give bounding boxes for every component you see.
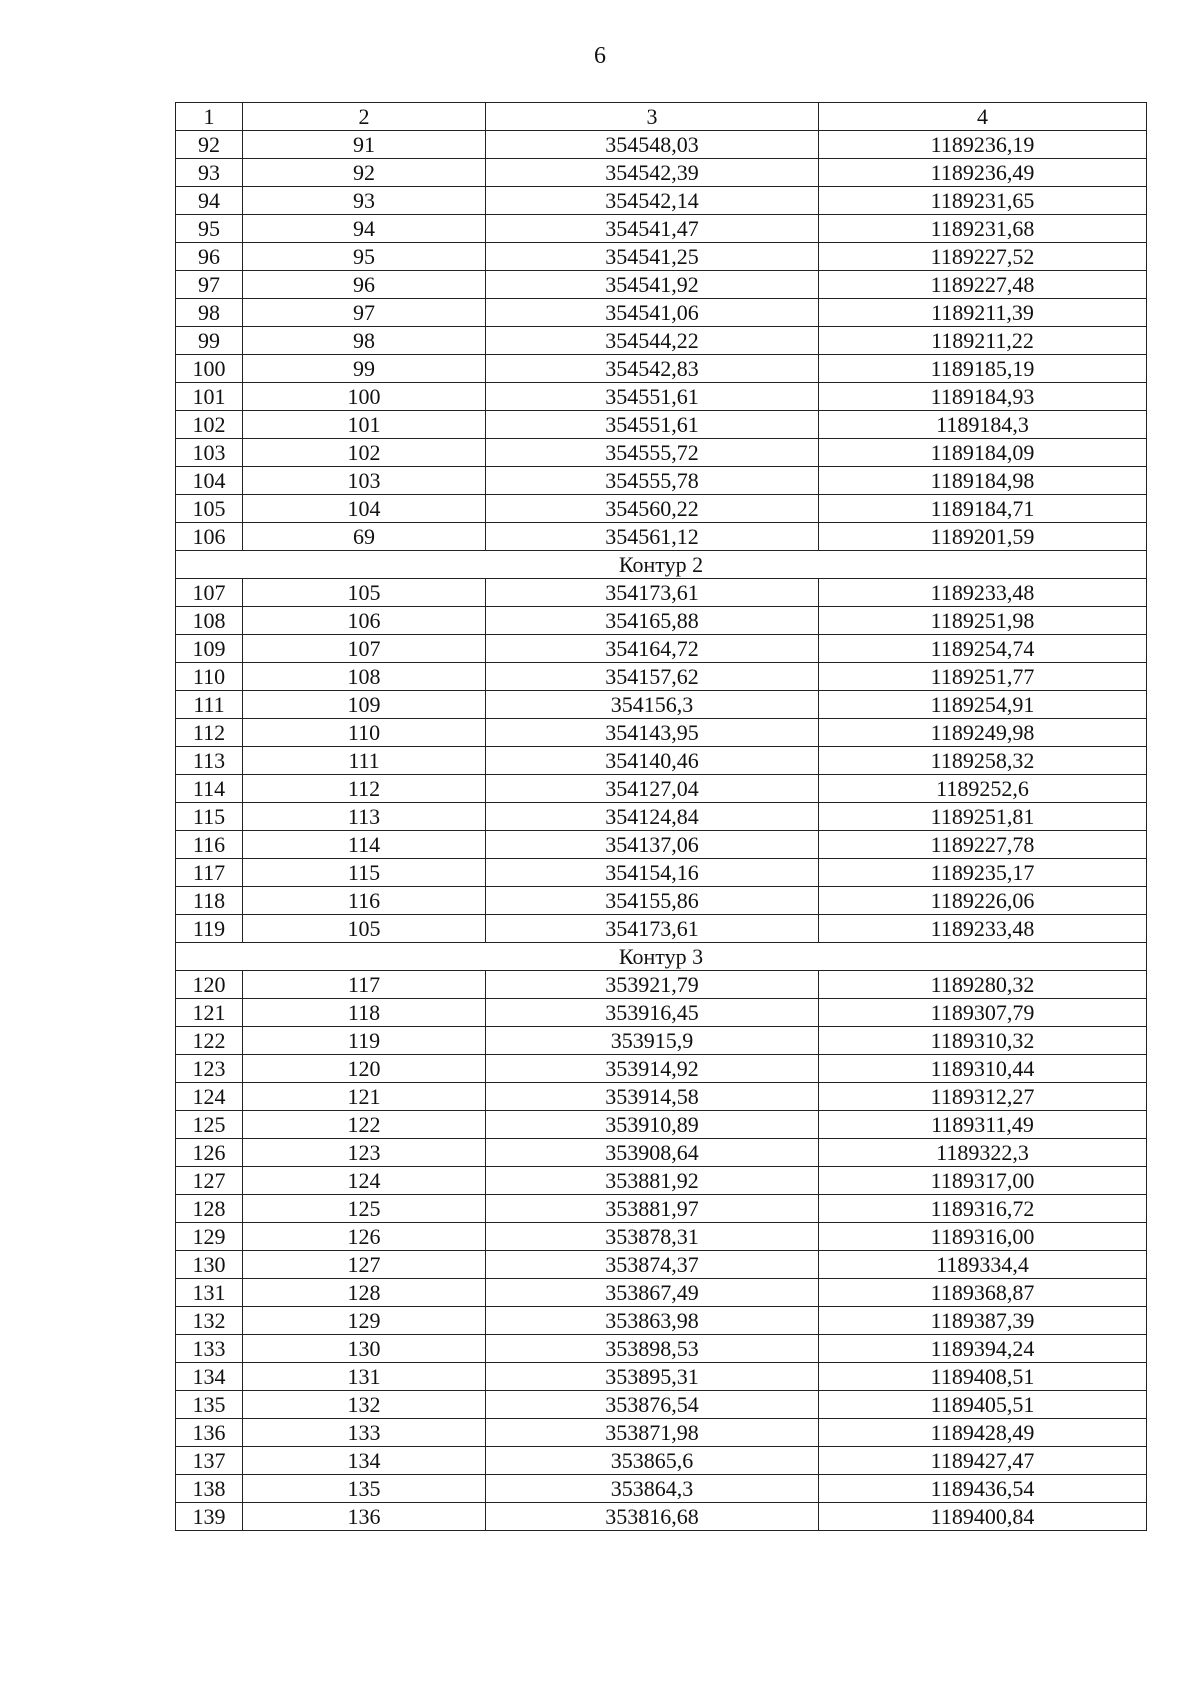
table-row: [176, 411, 1147, 439]
table-cell-col-3: 353898,53: [486, 1335, 819, 1363]
table-cell-col-4: 1189311,49: [819, 1111, 1147, 1139]
table-cell-col-3: 353878,31: [486, 1223, 819, 1251]
table-cell-col-2: 113: [243, 803, 486, 831]
table-cell-col-4: 1189233,48: [819, 579, 1147, 607]
table-row: [176, 803, 1147, 831]
table-row: [176, 1475, 1147, 1503]
table-cell-col-4: 1189280,32: [819, 971, 1147, 999]
table-cell-col-1: 133: [176, 1335, 243, 1363]
table-cell-col-1: 98: [176, 299, 243, 327]
column-header-2: 2: [243, 103, 486, 131]
table-cell-col-3: 354560,22: [486, 495, 819, 523]
table-row: [176, 607, 1147, 635]
table-cell-col-3: 354541,25: [486, 243, 819, 271]
table-cell-col-1: 132: [176, 1307, 243, 1335]
table-row: [176, 635, 1147, 663]
table-cell-col-4: 1189408,51: [819, 1363, 1147, 1391]
table-row: [176, 1307, 1147, 1335]
table-row: [176, 439, 1147, 467]
table-cell-col-2: 121: [243, 1083, 486, 1111]
table-cell-col-2: 104: [243, 495, 486, 523]
table-row: [176, 383, 1147, 411]
table-cell-col-2: 107: [243, 635, 486, 663]
table-cell-col-3: 354544,22: [486, 327, 819, 355]
table-cell-col-4: 1189251,77: [819, 663, 1147, 691]
table-cell-col-1: 131: [176, 1279, 243, 1307]
table-row: [176, 1419, 1147, 1447]
table-cell-col-2: 135: [243, 1475, 486, 1503]
column-header-4: 4: [819, 103, 1147, 131]
table-cell-col-3: 354164,72: [486, 635, 819, 663]
table-cell-col-4: 1189310,32: [819, 1027, 1147, 1055]
table-cell-col-2: 125: [243, 1195, 486, 1223]
table-cell-col-2: 122: [243, 1111, 486, 1139]
table-cell-col-4: 1189226,06: [819, 887, 1147, 915]
table-cell-col-3: 354561,12: [486, 523, 819, 551]
table-cell-col-3: 353816,68: [486, 1503, 819, 1531]
table-row: [176, 887, 1147, 915]
table-cell-col-3: 353916,45: [486, 999, 819, 1027]
table-cell-col-3: 354542,14: [486, 187, 819, 215]
table-cell-col-3: 354127,04: [486, 775, 819, 803]
table-cell-col-4: 1189368,87: [819, 1279, 1147, 1307]
table-cell-col-2: 131: [243, 1363, 486, 1391]
table-cell-col-1: 105: [176, 495, 243, 523]
table-row: [176, 1139, 1147, 1167]
table-cell-col-2: 91: [243, 131, 486, 159]
table-cell-col-3: 354555,78: [486, 467, 819, 495]
table-cell-col-4: 1189235,17: [819, 859, 1147, 887]
table-cell-col-1: 95: [176, 215, 243, 243]
table-cell-col-1: 127: [176, 1167, 243, 1195]
table-cell-col-4: 1189427,47: [819, 1447, 1147, 1475]
table-cell-col-1: 107: [176, 579, 243, 607]
table-cell-col-3: 354551,61: [486, 411, 819, 439]
table-cell-col-1: 129: [176, 1223, 243, 1251]
table-cell-col-4: 1189233,48: [819, 915, 1147, 943]
table-cell-col-4: 1189428,49: [819, 1419, 1147, 1447]
table-cell-col-2: 100: [243, 383, 486, 411]
table-cell-col-4: 1189405,51: [819, 1391, 1147, 1419]
table-cell-col-4: 1189227,52: [819, 243, 1147, 271]
table-cell-col-1: 118: [176, 887, 243, 915]
table-row: [176, 1027, 1147, 1055]
table-cell-col-2: 134: [243, 1447, 486, 1475]
table-cell-col-3: 354542,83: [486, 355, 819, 383]
table-cell-col-3: 354173,61: [486, 579, 819, 607]
table-cell-col-4: 1189231,68: [819, 215, 1147, 243]
table-cell-col-3: 353915,9: [486, 1027, 819, 1055]
table-cell-col-1: 122: [176, 1027, 243, 1055]
table-cell-col-3: 353864,3: [486, 1475, 819, 1503]
table-cell-col-3: 353921,79: [486, 971, 819, 999]
table-body: [176, 131, 1147, 1531]
table-cell-col-1: 128: [176, 1195, 243, 1223]
table-cell-col-3: 353867,49: [486, 1279, 819, 1307]
table-cell-col-4: 1189322,3: [819, 1139, 1147, 1167]
table-row: [176, 719, 1147, 747]
table-cell-col-1: 126: [176, 1139, 243, 1167]
table-row: [176, 495, 1147, 523]
table-cell-col-4: 1189184,93: [819, 383, 1147, 411]
table-cell-col-3: 353871,98: [486, 1419, 819, 1447]
table-cell-col-4: 1189201,59: [819, 523, 1147, 551]
table-cell-col-1: 123: [176, 1055, 243, 1083]
table-cell-col-2: 132: [243, 1391, 486, 1419]
table-row: [176, 999, 1147, 1027]
table-cell-col-2: 126: [243, 1223, 486, 1251]
table-row: [176, 1503, 1147, 1531]
table-cell-col-4: 1189251,98: [819, 607, 1147, 635]
table-cell-col-4: 1189316,72: [819, 1195, 1147, 1223]
table-cell-col-4: 1189211,22: [819, 327, 1147, 355]
table-row: [176, 859, 1147, 887]
table-cell-col-1: 136: [176, 1419, 243, 1447]
table-cell-col-4: 1189387,39: [819, 1307, 1147, 1335]
table-cell-col-2: 116: [243, 887, 486, 915]
table-cell-col-1: 138: [176, 1475, 243, 1503]
table-row: [176, 327, 1147, 355]
table-cell-col-3: 354137,06: [486, 831, 819, 859]
table-cell-col-2: 98: [243, 327, 486, 355]
table-cell-col-1: 125: [176, 1111, 243, 1139]
table-cell-col-4: 1189310,44: [819, 1055, 1147, 1083]
table-row: [176, 1055, 1147, 1083]
table-cell-col-1: 111: [176, 691, 243, 719]
table-cell-col-2: 96: [243, 271, 486, 299]
table-cell-col-2: 112: [243, 775, 486, 803]
table-cell-col-3: 353865,6: [486, 1447, 819, 1475]
table-cell-col-4: 1189394,24: [819, 1335, 1147, 1363]
table-row: [176, 915, 1147, 943]
table-cell-col-1: 120: [176, 971, 243, 999]
table-row: [176, 1251, 1147, 1279]
table-cell-col-4: 1189316,00: [819, 1223, 1147, 1251]
table-row: [176, 1223, 1147, 1251]
table-row: [176, 1363, 1147, 1391]
table-row: [176, 215, 1147, 243]
table-cell-col-2: 133: [243, 1419, 486, 1447]
table-cell-col-3: 353910,89: [486, 1111, 819, 1139]
table-row: [176, 971, 1147, 999]
table-row: [176, 271, 1147, 299]
table-cell-col-3: 354541,06: [486, 299, 819, 327]
table-cell-col-1: 112: [176, 719, 243, 747]
table-cell-col-2: 97: [243, 299, 486, 327]
table-cell-col-3: 354155,86: [486, 887, 819, 915]
table-cell-col-4: 1189312,27: [819, 1083, 1147, 1111]
table-row: [176, 1167, 1147, 1195]
table-cell-col-1: 114: [176, 775, 243, 803]
table-row: [176, 467, 1147, 495]
table-cell-col-2: 108: [243, 663, 486, 691]
table-cell-col-2: 129: [243, 1307, 486, 1335]
table-cell-col-2: 114: [243, 831, 486, 859]
table-cell-col-1: 139: [176, 1503, 243, 1531]
section-title: Контур 3: [176, 943, 1147, 971]
table-cell-col-3: 354173,61: [486, 915, 819, 943]
table-row: [176, 691, 1147, 719]
table-cell-col-4: 1189231,65: [819, 187, 1147, 215]
table-cell-col-1: 103: [176, 439, 243, 467]
table-cell-col-2: 127: [243, 1251, 486, 1279]
table-cell-col-2: 103: [243, 467, 486, 495]
table-cell-col-1: 110: [176, 663, 243, 691]
section-row: [176, 943, 1147, 971]
table-cell-col-1: 113: [176, 747, 243, 775]
table-cell-col-3: 354140,46: [486, 747, 819, 775]
table-cell-col-4: 1189227,48: [819, 271, 1147, 299]
table-cell-col-2: 95: [243, 243, 486, 271]
table-row: [176, 1447, 1147, 1475]
table-cell-col-4: 1189400,84: [819, 1503, 1147, 1531]
table-cell-col-2: 92: [243, 159, 486, 187]
table-row: [176, 299, 1147, 327]
table-cell-col-3: 354124,84: [486, 803, 819, 831]
table-cell-col-2: 69: [243, 523, 486, 551]
table-cell-col-4: 1189254,91: [819, 691, 1147, 719]
table-cell-col-2: 99: [243, 355, 486, 383]
table-cell-col-4: 1189307,79: [819, 999, 1147, 1027]
table-cell-col-3: 353895,31: [486, 1363, 819, 1391]
table-cell-col-3: 354143,95: [486, 719, 819, 747]
table-cell-col-2: 109: [243, 691, 486, 719]
table-cell-col-4: 1189252,6: [819, 775, 1147, 803]
table-cell-col-2: 118: [243, 999, 486, 1027]
table-cell-col-3: 354551,61: [486, 383, 819, 411]
table-cell-col-4: 1189236,19: [819, 131, 1147, 159]
table-cell-col-2: 124: [243, 1167, 486, 1195]
table-cell-col-3: 353914,92: [486, 1055, 819, 1083]
table-cell-col-2: 115: [243, 859, 486, 887]
table-cell-col-1: 134: [176, 1363, 243, 1391]
table-cell-col-1: 108: [176, 607, 243, 635]
table-row: [176, 131, 1147, 159]
table-cell-col-2: 117: [243, 971, 486, 999]
table-cell-col-3: 353908,64: [486, 1139, 819, 1167]
table-row: [176, 187, 1147, 215]
table-cell-col-4: 1189184,98: [819, 467, 1147, 495]
table-cell-col-1: 101: [176, 383, 243, 411]
table-row: [176, 243, 1147, 271]
table-cell-col-2: 105: [243, 579, 486, 607]
table-cell-col-3: 353881,97: [486, 1195, 819, 1223]
table-cell-col-4: 1189249,98: [819, 719, 1147, 747]
table-row: [176, 747, 1147, 775]
table-header: [176, 103, 1147, 131]
table-cell-col-4: 1189184,3: [819, 411, 1147, 439]
table-cell-col-1: 124: [176, 1083, 243, 1111]
table-cell-col-2: 106: [243, 607, 486, 635]
table-cell-col-3: 353914,58: [486, 1083, 819, 1111]
table-cell-col-3: 354165,88: [486, 607, 819, 635]
table-cell-col-1: 104: [176, 467, 243, 495]
table-cell-col-1: 119: [176, 915, 243, 943]
table-cell-col-1: 115: [176, 803, 243, 831]
table-cell-col-3: 354157,62: [486, 663, 819, 691]
table-cell-col-1: 94: [176, 187, 243, 215]
table-cell-col-3: 353881,92: [486, 1167, 819, 1195]
table-cell-col-1: 116: [176, 831, 243, 859]
table-cell-col-2: 110: [243, 719, 486, 747]
table-cell-col-2: 136: [243, 1503, 486, 1531]
table-cell-col-3: 353863,98: [486, 1307, 819, 1335]
table-row: [176, 355, 1147, 383]
table-cell-col-3: 354555,72: [486, 439, 819, 467]
coordinates-table: [175, 102, 1147, 1531]
table-cell-col-3: 353874,37: [486, 1251, 819, 1279]
table-cell-col-3: 354156,3: [486, 691, 819, 719]
header-row: [176, 103, 1147, 131]
table-cell-col-2: 130: [243, 1335, 486, 1363]
table-cell-col-4: 1189184,09: [819, 439, 1147, 467]
table-cell-col-2: 94: [243, 215, 486, 243]
table-row: [176, 1195, 1147, 1223]
table-cell-col-4: 1189334,4: [819, 1251, 1147, 1279]
table-cell-col-1: 93: [176, 159, 243, 187]
table-cell-col-4: 1189258,32: [819, 747, 1147, 775]
table-cell-col-1: 102: [176, 411, 243, 439]
table-cell-col-3: 354541,47: [486, 215, 819, 243]
table-cell-col-3: 354542,39: [486, 159, 819, 187]
table-row: [176, 775, 1147, 803]
table-cell-col-3: 354154,16: [486, 859, 819, 887]
table-cell-col-2: 93: [243, 187, 486, 215]
table-cell-col-2: 128: [243, 1279, 486, 1307]
table-cell-col-1: 121: [176, 999, 243, 1027]
table-row: [176, 1335, 1147, 1363]
table-row: [176, 1391, 1147, 1419]
table-cell-col-1: 96: [176, 243, 243, 271]
column-header-1: 1: [176, 103, 243, 131]
table-cell-col-4: 1189236,49: [819, 159, 1147, 187]
table-cell-col-1: 92: [176, 131, 243, 159]
table-cell-col-1: 137: [176, 1447, 243, 1475]
table-cell-col-4: 1189184,71: [819, 495, 1147, 523]
table-cell-col-2: 105: [243, 915, 486, 943]
table-cell-col-4: 1189254,74: [819, 635, 1147, 663]
table-cell-col-4: 1189251,81: [819, 803, 1147, 831]
table-cell-col-2: 120: [243, 1055, 486, 1083]
table-row: [176, 523, 1147, 551]
table-cell-col-3: 354548,03: [486, 131, 819, 159]
table-cell-col-1: 97: [176, 271, 243, 299]
table-cell-col-3: 354541,92: [486, 271, 819, 299]
table-row: [176, 159, 1147, 187]
table-cell-col-4: 1189317,00: [819, 1167, 1147, 1195]
table-cell-col-1: 109: [176, 635, 243, 663]
section-row: [176, 551, 1147, 579]
table-cell-col-1: 100: [176, 355, 243, 383]
table-cell-col-1: 106: [176, 523, 243, 551]
table-cell-col-2: 102: [243, 439, 486, 467]
table-cell-col-3: 353876,54: [486, 1391, 819, 1419]
table-cell-col-1: 135: [176, 1391, 243, 1419]
page-number: 6: [594, 43, 606, 69]
table-row: [176, 1083, 1147, 1111]
column-header-3: 3: [486, 103, 819, 131]
table-cell-col-4: 1189436,54: [819, 1475, 1147, 1503]
table-row: [176, 579, 1147, 607]
table-row: [176, 1279, 1147, 1307]
table-row: [176, 831, 1147, 859]
table-cell-col-1: 130: [176, 1251, 243, 1279]
table-row: [176, 1111, 1147, 1139]
table-cell-col-4: 1189211,39: [819, 299, 1147, 327]
section-title: Контур 2: [176, 551, 1147, 579]
table-cell-col-2: 101: [243, 411, 486, 439]
table-cell-col-1: 99: [176, 327, 243, 355]
table-cell-col-2: 111: [243, 747, 486, 775]
table-cell-col-4: 1189227,78: [819, 831, 1147, 859]
table-cell-col-4: 1189185,19: [819, 355, 1147, 383]
table-cell-col-2: 119: [243, 1027, 486, 1055]
table-cell-col-1: 117: [176, 859, 243, 887]
table-row: [176, 663, 1147, 691]
table-cell-col-2: 123: [243, 1139, 486, 1167]
